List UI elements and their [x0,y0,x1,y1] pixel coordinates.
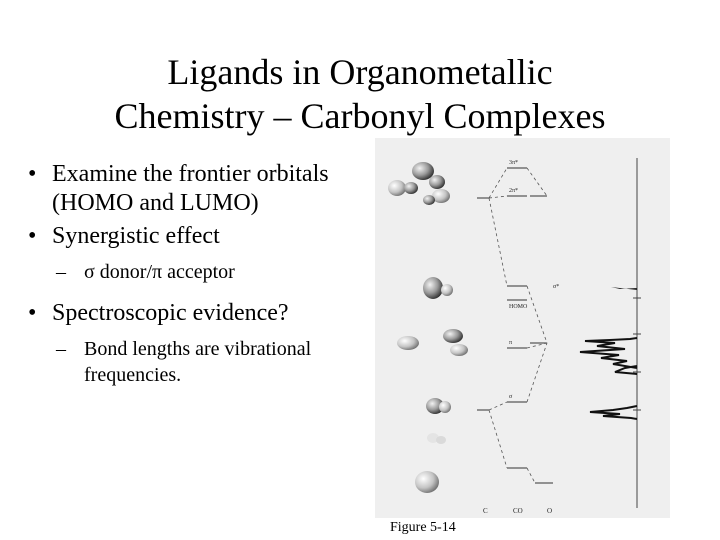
sub-bullet-item-bond-lengths [28,336,373,388]
orbital-picture-sigma-low [415,471,439,493]
orbital-picture-pi-star [388,162,450,205]
sub-bullet-item-donor-acceptor [28,259,373,285]
bullet-marker: • [28,223,37,249]
orbital-picture-sigma [426,398,451,444]
mo-axis-labels [483,507,552,515]
label-3pi-star: 3π* [509,160,519,166]
orbital-picture-homo [423,277,453,299]
title-line-2: Chemistry – Carbonyl Complexes [114,96,606,136]
bullet-item-frontier-orbitals [28,160,373,218]
sub-bullet-marker: – [56,338,66,360]
title-line-1: Ligands in Organometallic [167,52,553,92]
bullet-marker: • [28,161,37,187]
label-sigma: σ [509,394,513,400]
label-o: O [547,507,553,515]
sub-bullet-marker: – [56,261,66,283]
label-co: CO [513,507,523,515]
bullet-list [28,160,373,402]
mo-diagram-drawing [375,138,670,518]
bullet-text: Synergistic effect [52,223,220,249]
label-sigma-star: σ* [553,284,560,290]
slide-title [60,50,660,138]
photoelectron-spectrum [580,158,641,508]
mo-levels [477,168,553,483]
correlation-lines [489,168,547,483]
sub-bullet-text: Bond lengths are vibrational frequencies. [84,338,312,386]
label-homo: HOMO [509,304,528,310]
mo-diagram-figure [375,138,670,518]
sub-bullet-text: σ donor/π acceptor [84,261,235,283]
orbital-picture-pi [397,329,468,356]
bullet-text: Examine the frontier orbitals (HOMO and LUMO) [52,161,329,216]
bullet-marker: • [28,300,37,326]
figure-caption: Figure 5-14 [390,520,456,535]
bullet-item-spectroscopic-evidence [28,299,373,328]
label-pi: π [509,340,513,346]
label-c: C [483,507,488,515]
label-2pi-star: 2π* [509,188,519,194]
bullet-item-synergistic-effect [28,222,373,251]
bullet-text: Spectroscopic evidence? [52,300,289,326]
